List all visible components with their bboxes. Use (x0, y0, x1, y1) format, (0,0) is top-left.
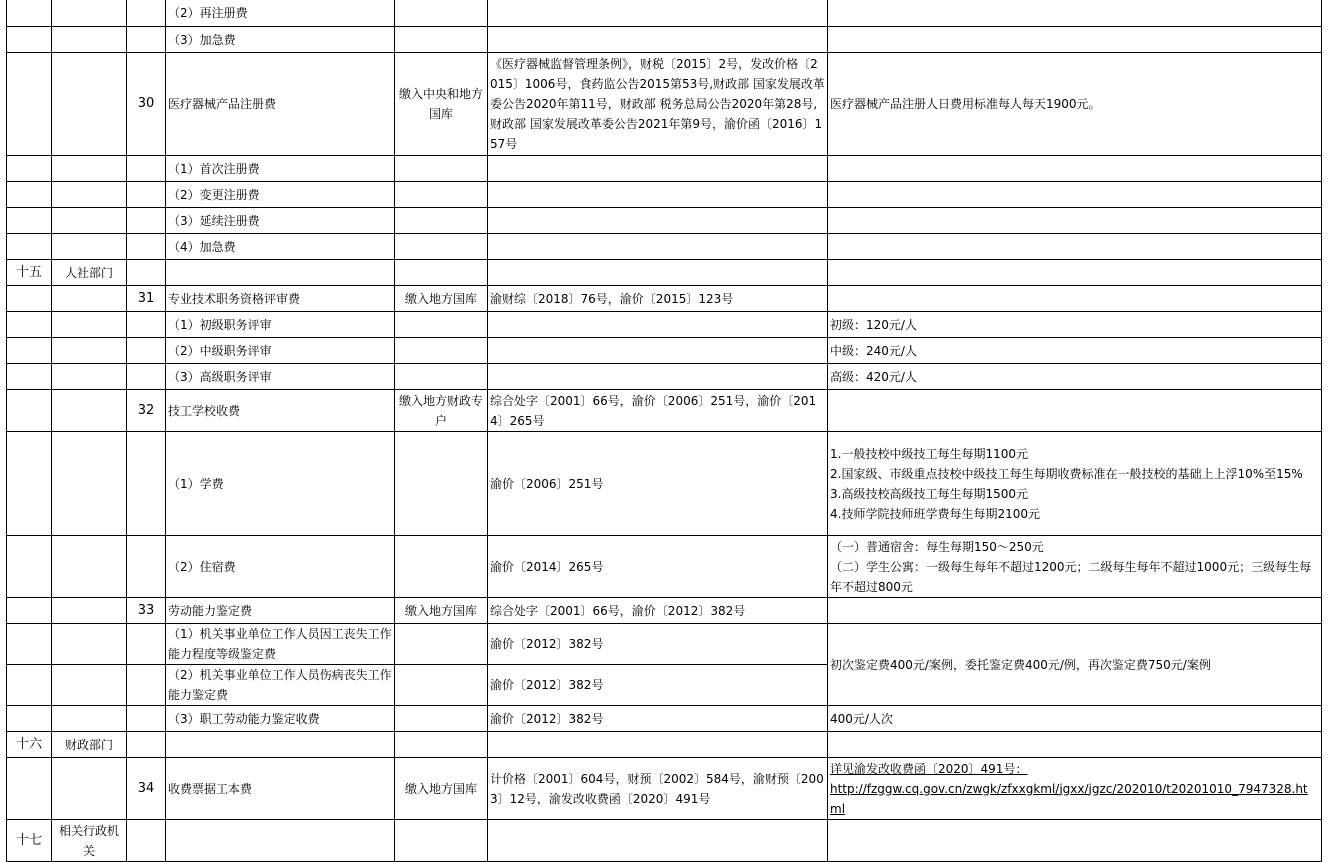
table-row (7, 432, 1322, 536)
item-basis: 渝价〔2012〕382号 (488, 706, 828, 732)
item-basis: 渝价〔2006〕251号 (488, 432, 828, 536)
table-row (7, 208, 1322, 234)
item-basis: 渝价〔2012〕382号 (488, 624, 828, 665)
table-row (7, 758, 1322, 820)
item-name: 收费票据工本费 (166, 758, 395, 820)
section-department: 财政部门 (52, 732, 127, 758)
item-destination: 缴入地方财政专户 (395, 390, 488, 432)
item-number: 32 (127, 390, 166, 432)
table-row (7, 53, 1322, 156)
item-name: 医疗器械产品注册费 (166, 53, 395, 156)
item-destination: 缴入中央和地方国库 (395, 53, 488, 156)
item-number: 30 (127, 53, 166, 156)
standard-line: （一）普通宿舍：每生每期150～250元 (830, 539, 1044, 554)
item-number: 33 (127, 598, 166, 624)
item-name: （2）住宿费 (166, 536, 395, 598)
item-name: （2）再注册费 (166, 0, 395, 27)
table-row (7, 286, 1322, 312)
table-row (7, 312, 1322, 338)
table-row (7, 234, 1322, 260)
section-row (7, 820, 1322, 862)
section-number: 十五 (7, 260, 52, 286)
item-name: （2）中级职务评审 (166, 338, 395, 364)
item-name: （3）延续注册费 (166, 208, 395, 234)
item-basis: 综合处字〔2001〕66号，渝价〔2012〕382号 (488, 598, 828, 624)
item-standard: 医疗器械产品注册人日费用标准每人每天1900元。 (828, 53, 1322, 156)
item-basis: 《医疗器械监督管理条例》，财税〔2015〕2号，发改价格〔2015〕1006号，食药监公告2015第53号,财政部 国家发展改革委公告2020年第11号，财政部 税务总局公告2020年第28号,财政部 国家发展改革委公告2021年第9号，渝价函〔2016〕157号 (488, 53, 828, 156)
standard-line: 3.高级技校高级技工每生每期1500元 (830, 486, 1028, 501)
item-basis: 渝财综〔2018〕76号，渝价〔2015〕123号 (488, 286, 828, 312)
item-name: 技工学校收费 (166, 390, 395, 432)
item-name: （2）变更注册费 (166, 182, 395, 208)
item-name: （2）机关事业单位工作人员伤病丧失工作能力鉴定费 (166, 665, 395, 706)
section-row (7, 732, 1322, 758)
standard-line: 1.一般技校中级技工每生每期1100元 (830, 446, 1028, 461)
table-row (7, 364, 1322, 390)
item-name: （3）职工劳动能力鉴定收费 (166, 706, 395, 732)
section-department: 人社部门 (52, 260, 127, 286)
standard-line: （二）学生公寓：一级每生每年不超过1200元；二级每生每年不超过1000元；三级每生每年不超过800元 (830, 559, 1312, 594)
item-standard (828, 536, 1322, 598)
section-department: 相关行政机关 (52, 820, 127, 862)
standard-line: 2.国家级、市级重点技校中级技工每生每期收费标准在一般技校的基础上上浮10%至15% (830, 466, 1303, 481)
item-name: （4）加急费 (166, 234, 395, 260)
item-number: 31 (127, 286, 166, 312)
standard-line: 4.技师学院技师班学费每生每期2100元 (830, 506, 1040, 521)
table-row (7, 624, 1322, 665)
item-standard (828, 432, 1322, 536)
table-row (7, 0, 1322, 27)
table-row (7, 27, 1322, 53)
fee-table (6, 0, 1322, 862)
item-standard: 初次鉴定费400元/案例，委托鉴定费400元/例，再次鉴定费750元/案例 (828, 624, 1322, 706)
table-row (7, 536, 1322, 598)
section-number: 十六 (7, 732, 52, 758)
standard-line: 详见渝发改收费函〔2020〕491号： (830, 761, 1028, 776)
table-row (7, 598, 1322, 624)
table-row (7, 338, 1322, 364)
item-standard (828, 758, 1322, 820)
item-name: （1）首次注册费 (166, 156, 395, 182)
item-destination: 缴入地方国库 (395, 758, 488, 820)
table-row (7, 156, 1322, 182)
item-destination: 缴入地方国库 (395, 598, 488, 624)
item-standard: 高级：420元/人 (828, 364, 1322, 390)
section-row (7, 260, 1322, 286)
item-standard: 初级：120元/人 (828, 312, 1322, 338)
item-basis: 渝价〔2014〕265号 (488, 536, 828, 598)
item-name: （1）机关事业单位工作人员因工丧失工作能力程度等级鉴定费 (166, 624, 395, 665)
item-name: （3）高级职务评审 (166, 364, 395, 390)
table-row (7, 182, 1322, 208)
item-name: 劳动能力鉴定费 (166, 598, 395, 624)
item-name: 专业技术职务资格评审费 (166, 286, 395, 312)
item-name: （1）初级职务评审 (166, 312, 395, 338)
item-number: 34 (127, 758, 166, 820)
item-basis: 计价格〔2001〕604号，财预〔2002〕584号，渝财预〔2003〕12号，渝发改收费函〔2020〕491号 (488, 758, 828, 820)
item-standard: 400元/人次 (828, 706, 1322, 732)
item-destination: 缴入地方国库 (395, 286, 488, 312)
item-basis: 渝价〔2012〕382号 (488, 665, 828, 706)
table-row (7, 706, 1322, 732)
item-standard: 中级：240元/人 (828, 338, 1322, 364)
table-row (7, 390, 1322, 432)
reference-link[interactable]: http://fzggw.cq.gov.cn/zwgk/zfxxgkml/jgxx/jgzc/202010/t20201010_7947328.html (830, 781, 1308, 816)
item-basis: 综合处字〔2001〕66号，渝价〔2006〕251号，渝价〔2014〕265号 (488, 390, 828, 432)
item-name: （1）学费 (166, 432, 395, 536)
item-name: （3）加急费 (166, 27, 395, 53)
section-number: 十七 (7, 820, 52, 862)
